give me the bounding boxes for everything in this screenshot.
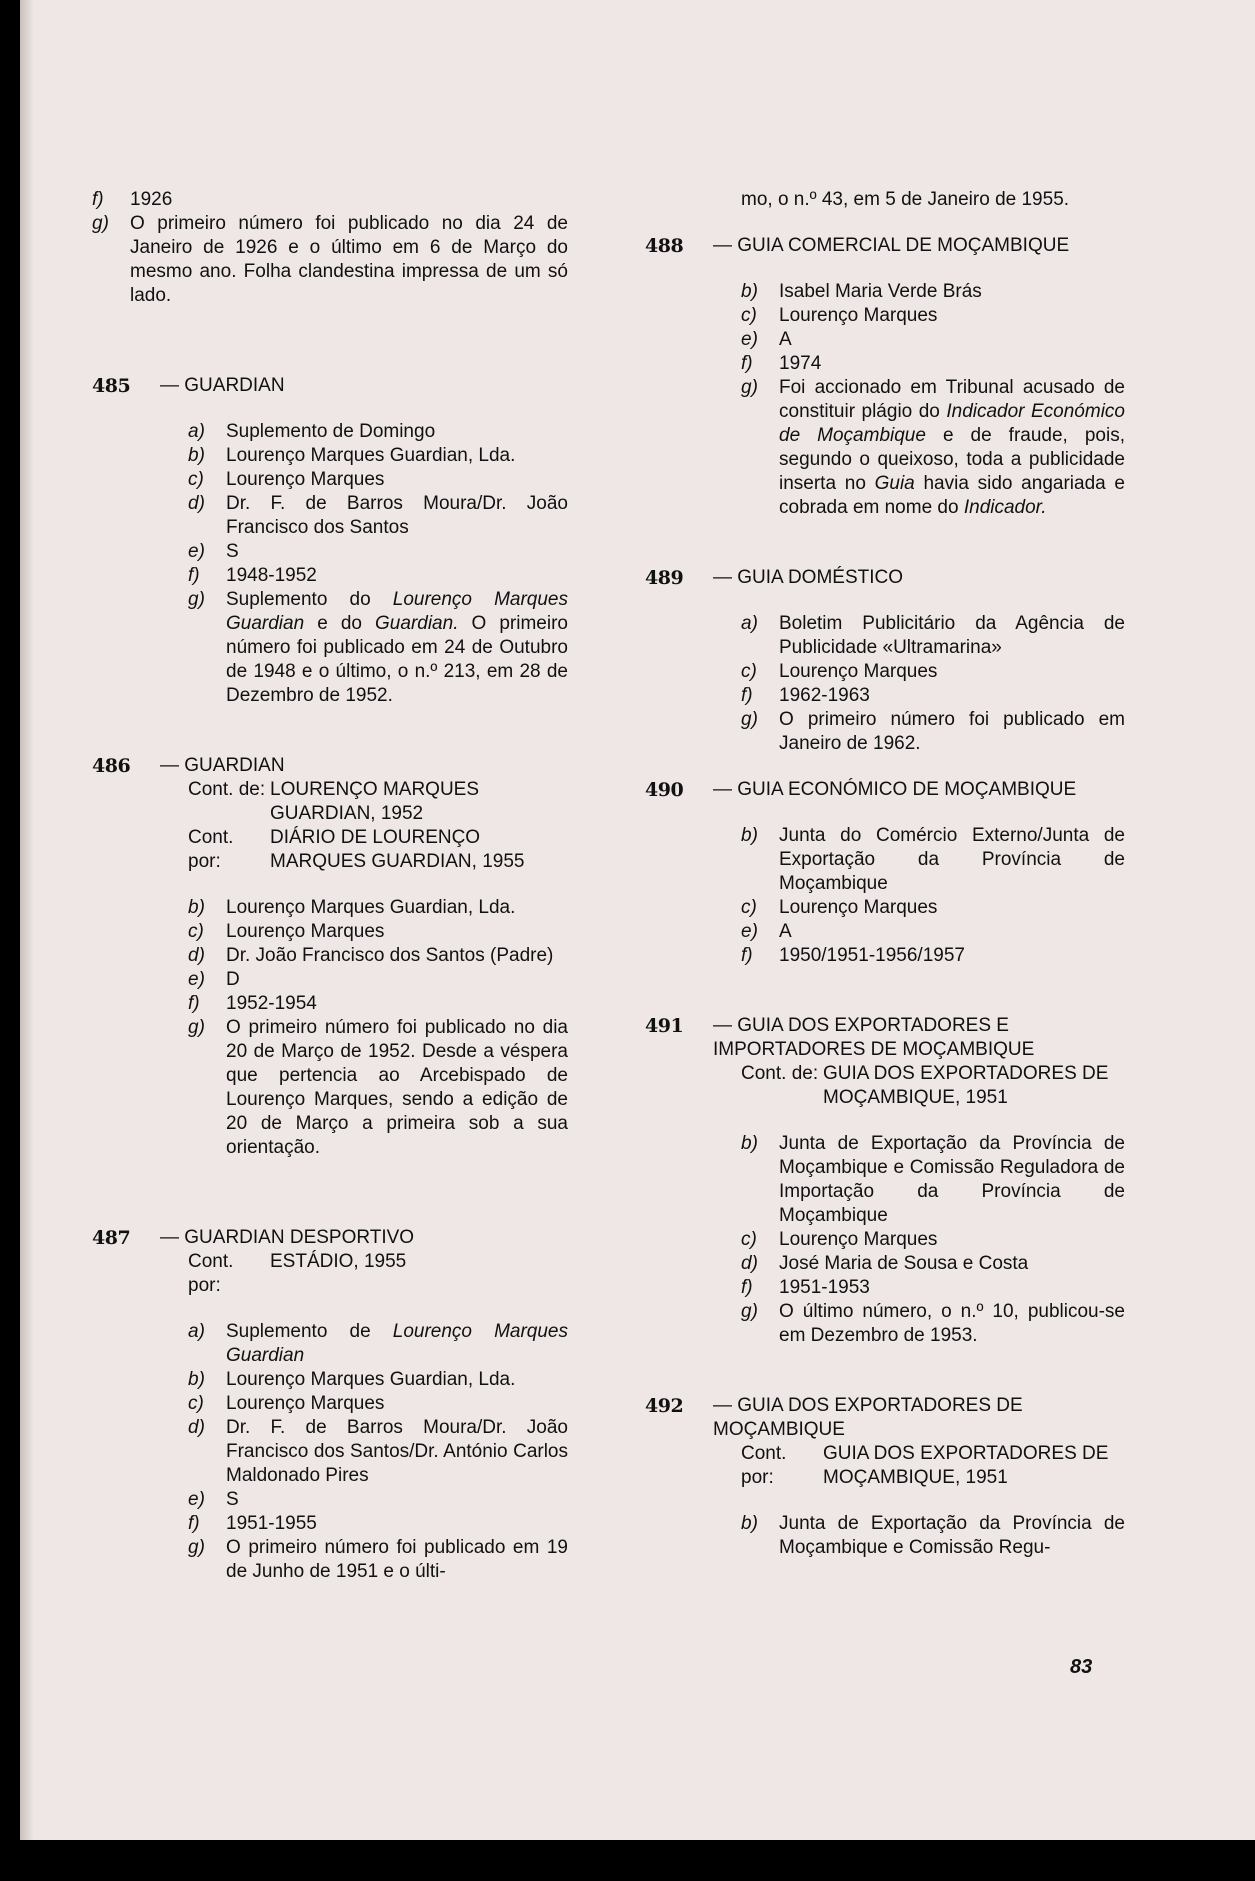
list-item: e) S (188, 1489, 239, 1510)
list-item: b) Lourenço Marques Guardian, Lda. (188, 897, 516, 918)
entry-492-heading: 492 — GUIA DOS EXPORTADORES DE MOÇAMBIQUE (645, 1395, 1023, 1440)
list-item: b) Isabel Maria Verde Brás (741, 281, 982, 302)
list-item: f) 1948-1952 (188, 565, 317, 586)
entry-492-body (645, 1512, 1125, 1560)
continuation-from: Cont. de: GUIA DOS EXPORTADORES DE MOÇAMBIQUE, 1951 (741, 1063, 1109, 1108)
list-item: c) Lourenço Marques (741, 897, 938, 918)
list-item: c) Lourenço Marques (741, 661, 938, 682)
list-item: g) O primeiro número foi publicado em 19 de Junho de 1951 e o últi- (188, 1537, 568, 1582)
list-item: e) D (188, 969, 240, 990)
entry-487-body (92, 1320, 568, 1584)
entry-489-heading: 489 — GUIA DOMÉSTICO (645, 567, 904, 589)
continuation-by: Cont. por: GUIA DOS EXPORTADORES DE MOÇAMBIQUE, 1951 (741, 1443, 1109, 1488)
list-item: c) Lourenço Marques (741, 1229, 938, 1250)
entry-486-body (92, 896, 568, 1160)
list-item: c) Lourenço Marques (188, 469, 385, 490)
list-item: e) A (741, 329, 792, 350)
list-item: d) Dr. F. de Barros Moura/Dr. João Francisco dos Santos (188, 493, 568, 538)
list-item: b) Lourenço Marques Guardian, Lda. (188, 445, 516, 466)
left-column (92, 188, 568, 1584)
list-item: a) Boletim Publicitário da Agência de Publicidade «Ultramarina» (741, 613, 1125, 658)
page-number: 83 (1070, 1656, 1093, 1678)
list-item: b) Junta de Exportação da Província de Moçambique e Comissão Reguladora de Importação da Província de Moçambique (741, 1133, 1125, 1226)
list-item: g) O primeiro número foi publicado no dia 24 de Janeiro de 1926 e o último em 6 de Março do mesmo ano. Folha clandestina impressa de um só lado. (92, 213, 568, 306)
list-item: f) 1974 (741, 353, 822, 374)
list-item: g) O primeiro número foi publicado em Janeiro de 1962. (741, 709, 1125, 754)
list-item: d) José Maria de Sousa e Costa (741, 1253, 1029, 1274)
list-item: f) 1951-1955 (188, 1513, 317, 1534)
entry-488-body (645, 280, 1125, 520)
list-item: c) Lourenço Marques (188, 1393, 385, 1414)
list-item: d) Dr. F. de Barros Moura/Dr. João Francisco dos Santos/Dr. António Carlos Maldonado Pires (188, 1417, 568, 1486)
page-spine-shadow (20, 0, 34, 1840)
entry-490-body (645, 824, 1125, 968)
entry-485-heading: 485 — GUARDIAN (92, 375, 285, 397)
list-item: f) 1950/1951-1956/1957 (741, 945, 965, 966)
entry-488-heading: 488 — GUIA COMERCIAL DE MOÇAMBIQUE (645, 235, 1070, 257)
list-item: e) A (741, 921, 792, 942)
list-item: a) Suplemento de Lourenço Marques Guardian (188, 1321, 569, 1366)
entry-491-heading: 491 — GUIA DOS EXPORTADORES E IMPORTADORES DE MOÇAMBIQUE (645, 1015, 1035, 1060)
entry-487-heading: 487 — GUARDIAN DESPORTIVO (92, 1227, 415, 1249)
list-item: c) Lourenço Marques (188, 921, 385, 942)
entry-485-body (92, 420, 568, 708)
continuation-by: Cont. por: ESTÁDIO, 1955 (188, 1251, 407, 1296)
list-item: d) Dr. João Francisco dos Santos (Padre) (188, 945, 554, 966)
list-item: e) S (188, 541, 239, 562)
list-item: f) 1962-1963 (741, 685, 870, 706)
list-item: f) 1926 (92, 189, 173, 210)
entry-490-heading: 490 — GUIA ECONÓMICO DE MOÇAMBIQUE (645, 779, 1077, 801)
list-item: g) O último número, o n.º 10, publicou-se em Dezembro de 1953. (741, 1301, 1125, 1346)
carryover-text: mo, o n.º 43, em 5 de Janeiro de 1955. (741, 189, 1070, 210)
continuation-by: Cont. por: DIÁRIO DE LOURENÇO MARQUES GUARDIAN, 1955 (188, 827, 525, 872)
entry-486-heading: 486 — GUARDIAN (92, 755, 285, 777)
list-item: b) Lourenço Marques Guardian, Lda. (188, 1369, 516, 1390)
list-item: g) O primeiro número foi publicado no dia 20 de Março de 1952. Desde a véspera que pertencia ao Arcebispado de Lourenço Marques, sendo a edição de 20 de Março a primeira sob a sua orientação. (188, 1017, 568, 1158)
list-item: g) Suplemento do Lourenço Marques Guardian e do Guardian. O primeiro número foi publicado em 24 de Outubro de 1948 e o último, o n.º 213, em 28 de Dezembro de 1952. (188, 589, 569, 706)
entry-491-body (645, 1132, 1125, 1348)
list-item: c) Lourenço Marques (741, 305, 938, 326)
entry-489-body (645, 612, 1125, 756)
right-column (645, 188, 1125, 1560)
continuation-from: Cont. de: LOURENÇO MARQUES GUARDIAN, 1952 (188, 779, 480, 824)
book-page (20, 0, 1255, 1840)
list-item: a) Suplemento de Domingo (188, 421, 436, 442)
list-item: g) Foi accionado em Tribunal acusado de constituir plágio do Indicador Económico de Moçambique e de fraude, pois, segundo o queixoso, toda a publicidade inserta no Guia havia sido angariada e cobrada em nome do Indicador. (741, 377, 1125, 518)
list-item: f) 1952-1954 (188, 993, 317, 1014)
list-item: b) Junta do Comércio Externo/Junta de Exportação da Província de Moçambique (741, 825, 1125, 894)
list-item: b) Junta de Exportação da Província de Moçambique e Comissão Regu- (741, 1513, 1125, 1558)
list-item: f) 1951-1953 (741, 1277, 870, 1298)
